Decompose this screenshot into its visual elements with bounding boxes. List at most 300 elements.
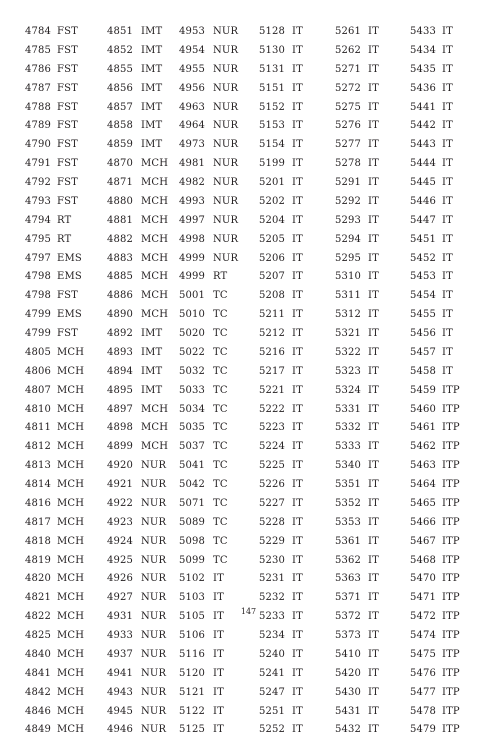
program-code-cell: FST xyxy=(57,177,78,188)
program-code-cell: NUR xyxy=(141,460,167,472)
code-number-cell: 5205 xyxy=(259,233,286,245)
program-code-cell: MCH xyxy=(141,195,169,207)
code-number-cell: 4870 xyxy=(107,158,134,170)
program-code-cell: FST xyxy=(57,82,78,94)
code-number-cell: 5456 xyxy=(410,328,437,339)
code-number-cell: 5125 xyxy=(179,724,206,736)
code-number-cell: 4793 xyxy=(25,195,52,207)
code-number-cell: 5472 xyxy=(410,611,437,623)
code-number-cell: 4858 xyxy=(107,120,134,132)
code-number-cell: 4791 xyxy=(25,158,52,170)
program-code-cell: ITP xyxy=(442,667,460,679)
code-number-cell: 5292 xyxy=(335,195,362,207)
code-number-cell: 4921 xyxy=(107,479,134,490)
code-number-cell: 4794 xyxy=(25,214,52,226)
code-number-cell: 4813 xyxy=(25,460,52,472)
code-number-cell: 5332 xyxy=(335,422,362,434)
program-code-cell: FST xyxy=(57,290,78,302)
code-number-cell: 5446 xyxy=(410,195,437,207)
program-code-cell: IT xyxy=(292,535,303,547)
program-code-cell: FST xyxy=(57,139,78,151)
program-code-cell: IT xyxy=(292,705,303,717)
program-code-cell: IT xyxy=(292,63,303,75)
code-number-cell: 5199 xyxy=(259,158,286,170)
code-table xyxy=(0,23,497,740)
program-code-cell: IT xyxy=(442,63,453,75)
code-number-cell: 5022 xyxy=(179,346,206,358)
program-code-cell: MCH xyxy=(141,214,169,226)
program-code-cell: NUR xyxy=(213,82,239,94)
code-number-cell: 5433 xyxy=(410,26,437,37)
program-code-cell: NUR xyxy=(141,630,167,641)
program-code-cell: IT xyxy=(368,139,379,151)
program-code-cell: ITP xyxy=(442,422,460,434)
code-number-cell: 5262 xyxy=(335,44,362,56)
program-code-cell: IT xyxy=(368,101,379,113)
program-code-cell: TC xyxy=(213,384,228,396)
program-code-cell: IT xyxy=(292,290,303,302)
code-number-cell: 4925 xyxy=(107,554,134,566)
code-number-cell: 4956 xyxy=(179,82,206,94)
code-number-cell: 4786 xyxy=(25,63,52,75)
code-number-cell: 4851 xyxy=(107,26,134,37)
program-code-cell: TC xyxy=(213,441,228,453)
code-number-cell: 5475 xyxy=(410,648,437,660)
program-code-cell: IT xyxy=(292,441,303,453)
code-number-cell: 4953 xyxy=(179,26,206,37)
program-code-cell: ITP xyxy=(442,554,460,566)
code-number-cell: 4890 xyxy=(107,309,134,321)
program-code-cell: TC xyxy=(213,460,228,472)
program-code-cell: IT xyxy=(292,573,303,585)
program-code-cell: FST xyxy=(57,101,78,113)
program-code-cell: IT xyxy=(368,63,379,75)
code-number-cell: 5037 xyxy=(179,441,206,453)
program-code-cell: TC xyxy=(213,346,228,358)
program-code-cell: IT xyxy=(368,195,379,207)
program-code-cell: NUR xyxy=(141,592,167,604)
program-code-cell: IT xyxy=(442,252,453,264)
program-code-cell: IMT xyxy=(141,26,163,37)
program-code-cell: IT xyxy=(368,44,379,56)
program-code-cell: IT xyxy=(292,686,303,698)
program-code-cell: NUR xyxy=(213,63,239,75)
program-code-cell: IMT xyxy=(141,384,163,396)
code-number-cell: 5434 xyxy=(410,44,437,56)
code-number-cell: 5466 xyxy=(410,516,437,528)
code-number-cell: 4798 xyxy=(25,290,52,302)
program-code-cell: NUR xyxy=(141,648,167,660)
code-number-cell: 5457 xyxy=(410,346,437,358)
code-number-cell: 4954 xyxy=(179,44,206,56)
code-number-cell: 5363 xyxy=(335,573,362,585)
program-code-cell: RT xyxy=(57,214,72,226)
code-number-cell: 5276 xyxy=(335,120,362,132)
code-number-cell: 4946 xyxy=(107,724,134,736)
code-number-cell: 4964 xyxy=(179,120,206,132)
program-code-cell: MCH xyxy=(141,233,169,245)
program-code-cell: IT xyxy=(292,630,303,641)
code-number-cell: 5202 xyxy=(259,195,286,207)
code-number-cell: 5462 xyxy=(410,441,437,453)
program-code-cell: IT xyxy=(442,233,453,245)
code-number-cell: 5042 xyxy=(179,479,206,490)
program-code-cell: IT xyxy=(442,271,453,283)
code-number-cell: 5474 xyxy=(410,630,437,641)
program-code-cell: IT xyxy=(368,516,379,528)
program-code-cell: ITP xyxy=(442,592,460,604)
program-code-cell: MCH xyxy=(57,592,85,604)
program-code-cell: IT xyxy=(292,365,303,377)
program-code-cell: TC xyxy=(213,479,228,490)
code-number-cell: 5362 xyxy=(335,554,362,566)
code-number-cell: 5272 xyxy=(335,82,362,94)
code-number-cell: 5468 xyxy=(410,554,437,566)
code-number-cell: 4810 xyxy=(25,403,52,415)
program-code-cell: MCH xyxy=(57,441,85,453)
program-code-cell: IT xyxy=(442,346,453,358)
program-code-cell: ITP xyxy=(442,497,460,509)
code-number-cell: 5420 xyxy=(335,667,362,679)
code-number-cell: 4886 xyxy=(107,290,134,302)
program-code-cell: IMT xyxy=(141,101,163,113)
code-number-cell: 4859 xyxy=(107,139,134,151)
program-code-cell: IT xyxy=(292,592,303,604)
code-number-cell: 5121 xyxy=(179,686,206,698)
program-code-cell: NUR xyxy=(213,195,239,207)
code-number-cell: 4787 xyxy=(25,82,52,94)
program-code-cell: MCH xyxy=(57,403,85,415)
code-number-cell: 5247 xyxy=(259,686,286,698)
program-code-cell: IT xyxy=(292,422,303,434)
code-number-cell: 5465 xyxy=(410,497,437,509)
code-number-cell: 5105 xyxy=(179,611,206,623)
program-code-cell: IT xyxy=(292,120,303,132)
program-code-cell: TC xyxy=(213,554,228,566)
code-number-cell: 5120 xyxy=(179,667,206,679)
program-code-cell: MCH xyxy=(57,705,85,717)
code-number-cell: 5352 xyxy=(335,497,362,509)
program-code-cell: IT xyxy=(213,667,224,679)
program-code-cell: NUR xyxy=(213,120,239,132)
program-code-cell: FST xyxy=(57,328,78,339)
code-number-cell: 5444 xyxy=(410,158,437,170)
program-code-cell: IT xyxy=(213,630,224,641)
program-code-cell: MCH xyxy=(57,479,85,490)
code-number-cell: 5467 xyxy=(410,535,437,547)
program-code-cell: NUR xyxy=(213,158,239,170)
code-number-cell: 5204 xyxy=(259,214,286,226)
program-code-cell: MCH xyxy=(57,460,85,472)
code-number-cell: 5201 xyxy=(259,177,286,188)
program-code-cell: IMT xyxy=(141,365,163,377)
program-code-cell: MCH xyxy=(141,252,169,264)
code-number-cell: 5311 xyxy=(335,290,362,302)
program-code-cell: NUR xyxy=(141,497,167,509)
code-number-cell: 5223 xyxy=(259,422,286,434)
program-code-cell: IT xyxy=(442,365,453,377)
code-number-cell: 4784 xyxy=(25,26,52,37)
code-number-cell: 5461 xyxy=(410,422,437,434)
program-code-cell: MCH xyxy=(57,497,85,509)
code-number-cell: 5233 xyxy=(259,611,286,623)
program-code-cell: IT xyxy=(442,309,453,321)
program-code-cell: ITP xyxy=(442,441,460,453)
code-number-cell: 4790 xyxy=(25,139,52,151)
program-code-cell: IT xyxy=(368,120,379,132)
program-code-cell: IT xyxy=(368,592,379,604)
program-code-cell: IT xyxy=(292,82,303,94)
program-code-cell: IT xyxy=(368,233,379,245)
code-number-cell: 5229 xyxy=(259,535,286,547)
program-code-cell: IT xyxy=(368,271,379,283)
code-number-cell: 5353 xyxy=(335,516,362,528)
program-code-cell: IT xyxy=(368,630,379,641)
code-number-cell: 5452 xyxy=(410,252,437,264)
program-code-cell: TC xyxy=(213,365,228,377)
program-code-cell: MCH xyxy=(57,535,85,547)
code-number-cell: 5295 xyxy=(335,252,362,264)
code-number-cell: 4885 xyxy=(107,271,134,283)
program-code-cell: TC xyxy=(213,309,228,321)
code-number-cell: 5443 xyxy=(410,139,437,151)
code-number-cell: 5293 xyxy=(335,214,362,226)
code-number-cell: 4880 xyxy=(107,195,134,207)
code-number-cell: 5207 xyxy=(259,271,286,283)
code-number-cell: 4785 xyxy=(25,44,52,56)
code-number-cell: 5227 xyxy=(259,497,286,509)
program-code-cell: MCH xyxy=(141,422,169,434)
code-number-cell: 4927 xyxy=(107,592,134,604)
code-number-cell: 5208 xyxy=(259,290,286,302)
program-code-cell: NUR xyxy=(141,535,167,547)
code-number-cell: 4871 xyxy=(107,177,134,188)
code-number-cell: 5032 xyxy=(179,365,206,377)
code-number-cell: 4798 xyxy=(25,271,52,283)
code-number-cell: 5459 xyxy=(410,384,437,396)
code-number-cell: 5451 xyxy=(410,233,437,245)
code-number-cell: 4963 xyxy=(179,101,206,113)
program-code-cell: IT xyxy=(442,139,453,151)
program-code-cell: IT xyxy=(213,705,224,717)
program-code-cell: IMT xyxy=(141,346,163,358)
code-number-cell: 5294 xyxy=(335,233,362,245)
code-number-cell: 4898 xyxy=(107,422,134,434)
program-code-cell: NUR xyxy=(213,252,239,264)
program-code-cell: FST xyxy=(57,195,78,207)
code-number-cell: 5458 xyxy=(410,365,437,377)
code-number-cell: 4799 xyxy=(25,328,52,339)
code-number-cell: 5222 xyxy=(259,403,286,415)
code-number-cell: 4840 xyxy=(25,648,52,660)
code-number-cell: 4973 xyxy=(179,139,206,151)
program-code-cell: IT xyxy=(368,686,379,698)
code-number-cell: 5226 xyxy=(259,479,286,490)
program-code-cell: TC xyxy=(213,516,228,528)
code-number-cell: 5271 xyxy=(335,63,362,75)
code-number-cell: 4807 xyxy=(25,384,52,396)
code-number-cell: 4943 xyxy=(107,686,134,698)
code-number-cell: 5035 xyxy=(179,422,206,434)
code-number-cell: 5436 xyxy=(410,82,437,94)
program-code-cell: MCH xyxy=(57,365,85,377)
program-code-cell: IMT xyxy=(141,120,163,132)
code-number-cell: 4881 xyxy=(107,214,134,226)
code-number-cell: 4924 xyxy=(107,535,134,547)
program-code-cell: IT xyxy=(292,611,303,623)
program-code-cell: IT xyxy=(368,214,379,226)
code-number-cell: 5261 xyxy=(335,26,362,37)
code-number-cell: 4999 xyxy=(179,271,206,283)
program-code-cell: MCH xyxy=(57,573,85,585)
program-code-cell: IT xyxy=(292,403,303,415)
program-code-cell: TC xyxy=(213,497,228,509)
code-number-cell: 4981 xyxy=(179,158,206,170)
code-number-cell: 4799 xyxy=(25,309,52,321)
program-code-cell: IT xyxy=(368,460,379,472)
code-number-cell: 5217 xyxy=(259,365,286,377)
program-code-cell: EMS xyxy=(57,309,82,321)
code-number-cell: 5371 xyxy=(335,592,362,604)
code-number-cell: 4806 xyxy=(25,365,52,377)
code-number-cell: 4846 xyxy=(25,705,52,717)
program-code-cell: MCH xyxy=(57,724,85,736)
code-number-cell: 5479 xyxy=(410,724,437,736)
program-code-cell: MCH xyxy=(57,611,85,623)
program-code-cell: NUR xyxy=(213,177,239,188)
code-number-cell: 4812 xyxy=(25,441,52,453)
program-code-cell: FST xyxy=(57,63,78,75)
program-code-cell: IT xyxy=(292,667,303,679)
code-number-cell: 5131 xyxy=(259,63,286,75)
code-number-cell: 5291 xyxy=(335,177,362,188)
program-code-cell: EMS xyxy=(57,252,82,264)
code-number-cell: 4941 xyxy=(107,667,134,679)
code-number-cell: 5252 xyxy=(259,724,286,736)
code-number-cell: 5010 xyxy=(179,309,206,321)
code-number-cell: 4937 xyxy=(107,648,134,660)
code-number-cell: 5455 xyxy=(410,309,437,321)
program-code-cell: IT xyxy=(292,497,303,509)
program-code-cell: IT xyxy=(292,554,303,566)
code-number-cell: 4855 xyxy=(107,63,134,75)
code-number-cell: 5373 xyxy=(335,630,362,641)
program-code-cell: MCH xyxy=(141,309,169,321)
program-code-cell: FST xyxy=(57,120,78,132)
program-code-cell: ITP xyxy=(442,705,460,717)
code-number-cell: 4822 xyxy=(25,611,52,623)
code-number-cell: 4893 xyxy=(107,346,134,358)
program-code-cell: IT xyxy=(368,177,379,188)
code-number-cell: 5001 xyxy=(179,290,206,302)
code-number-cell: 5464 xyxy=(410,479,437,490)
code-number-cell: 5098 xyxy=(179,535,206,547)
program-code-cell: IT xyxy=(368,26,379,37)
code-number-cell: 4805 xyxy=(25,346,52,358)
code-number-cell: 4999 xyxy=(179,252,206,264)
code-number-cell: 4897 xyxy=(107,403,134,415)
program-code-cell: IT xyxy=(213,724,224,736)
code-number-cell: 5331 xyxy=(335,403,362,415)
program-code-cell: MCH xyxy=(141,271,169,283)
program-code-cell: ITP xyxy=(442,573,460,585)
program-code-cell: MCH xyxy=(141,158,169,170)
program-code-cell: IT xyxy=(442,158,453,170)
program-code-cell: MCH xyxy=(57,667,85,679)
code-number-cell: 4955 xyxy=(179,63,206,75)
program-code-cell: MCH xyxy=(57,554,85,566)
code-number-cell: 5463 xyxy=(410,460,437,472)
code-number-cell: 5240 xyxy=(259,648,286,660)
program-code-cell: ITP xyxy=(442,724,460,736)
code-number-cell: 5154 xyxy=(259,139,286,151)
code-number-cell: 4982 xyxy=(179,177,206,188)
program-code-cell: ITP xyxy=(442,686,460,698)
code-number-cell: 4895 xyxy=(107,384,134,396)
code-number-cell: 5275 xyxy=(335,101,362,113)
code-number-cell: 4841 xyxy=(25,667,52,679)
program-code-cell: IT xyxy=(442,26,453,37)
program-code-cell: IT xyxy=(442,177,453,188)
code-number-cell: 5128 xyxy=(259,26,286,37)
code-number-cell: 5340 xyxy=(335,460,362,472)
code-number-cell: 4998 xyxy=(179,233,206,245)
program-code-cell: NUR xyxy=(141,479,167,490)
program-code-cell: IT xyxy=(368,479,379,490)
code-number-cell: 5230 xyxy=(259,554,286,566)
program-code-cell: IMT xyxy=(141,63,163,75)
program-code-cell: FST xyxy=(57,44,78,56)
program-code-cell: IT xyxy=(292,309,303,321)
code-number-cell: 4894 xyxy=(107,365,134,377)
code-number-cell: 5102 xyxy=(179,573,206,585)
code-number-cell: 5034 xyxy=(179,403,206,415)
program-code-cell: IT xyxy=(368,535,379,547)
program-code-cell: ITP xyxy=(442,648,460,660)
program-code-cell: RT xyxy=(213,271,228,283)
program-code-cell: IT xyxy=(368,441,379,453)
program-code-cell: MCH xyxy=(141,290,169,302)
code-number-cell: 5122 xyxy=(179,705,206,717)
code-number-cell: 5447 xyxy=(410,214,437,226)
code-number-cell: 5277 xyxy=(335,139,362,151)
program-code-cell: NUR xyxy=(141,573,167,585)
program-code-cell: NUR xyxy=(213,44,239,56)
code-number-cell: 5431 xyxy=(335,705,362,717)
code-number-cell: 5432 xyxy=(335,724,362,736)
code-number-cell: 5089 xyxy=(179,516,206,528)
program-code-cell: IT xyxy=(213,592,224,604)
code-number-cell: 4923 xyxy=(107,516,134,528)
code-number-cell: 5099 xyxy=(179,554,206,566)
program-code-cell: IT xyxy=(368,403,379,415)
program-code-cell: TC xyxy=(213,403,228,415)
program-code-cell: IT xyxy=(368,328,379,339)
program-code-cell: TC xyxy=(213,535,228,547)
code-number-cell: 4797 xyxy=(25,252,52,264)
program-code-cell: MCH xyxy=(141,441,169,453)
code-number-cell: 5312 xyxy=(335,309,362,321)
code-number-cell: 4814 xyxy=(25,479,52,490)
program-code-cell: IT xyxy=(292,177,303,188)
code-number-cell: 5324 xyxy=(335,384,362,396)
code-number-cell: 4931 xyxy=(107,611,134,623)
program-code-cell: MCH xyxy=(57,346,85,358)
code-number-cell: 5435 xyxy=(410,63,437,75)
code-number-cell: 4993 xyxy=(179,195,206,207)
code-number-cell: 5231 xyxy=(259,573,286,585)
code-number-cell: 5454 xyxy=(410,290,437,302)
